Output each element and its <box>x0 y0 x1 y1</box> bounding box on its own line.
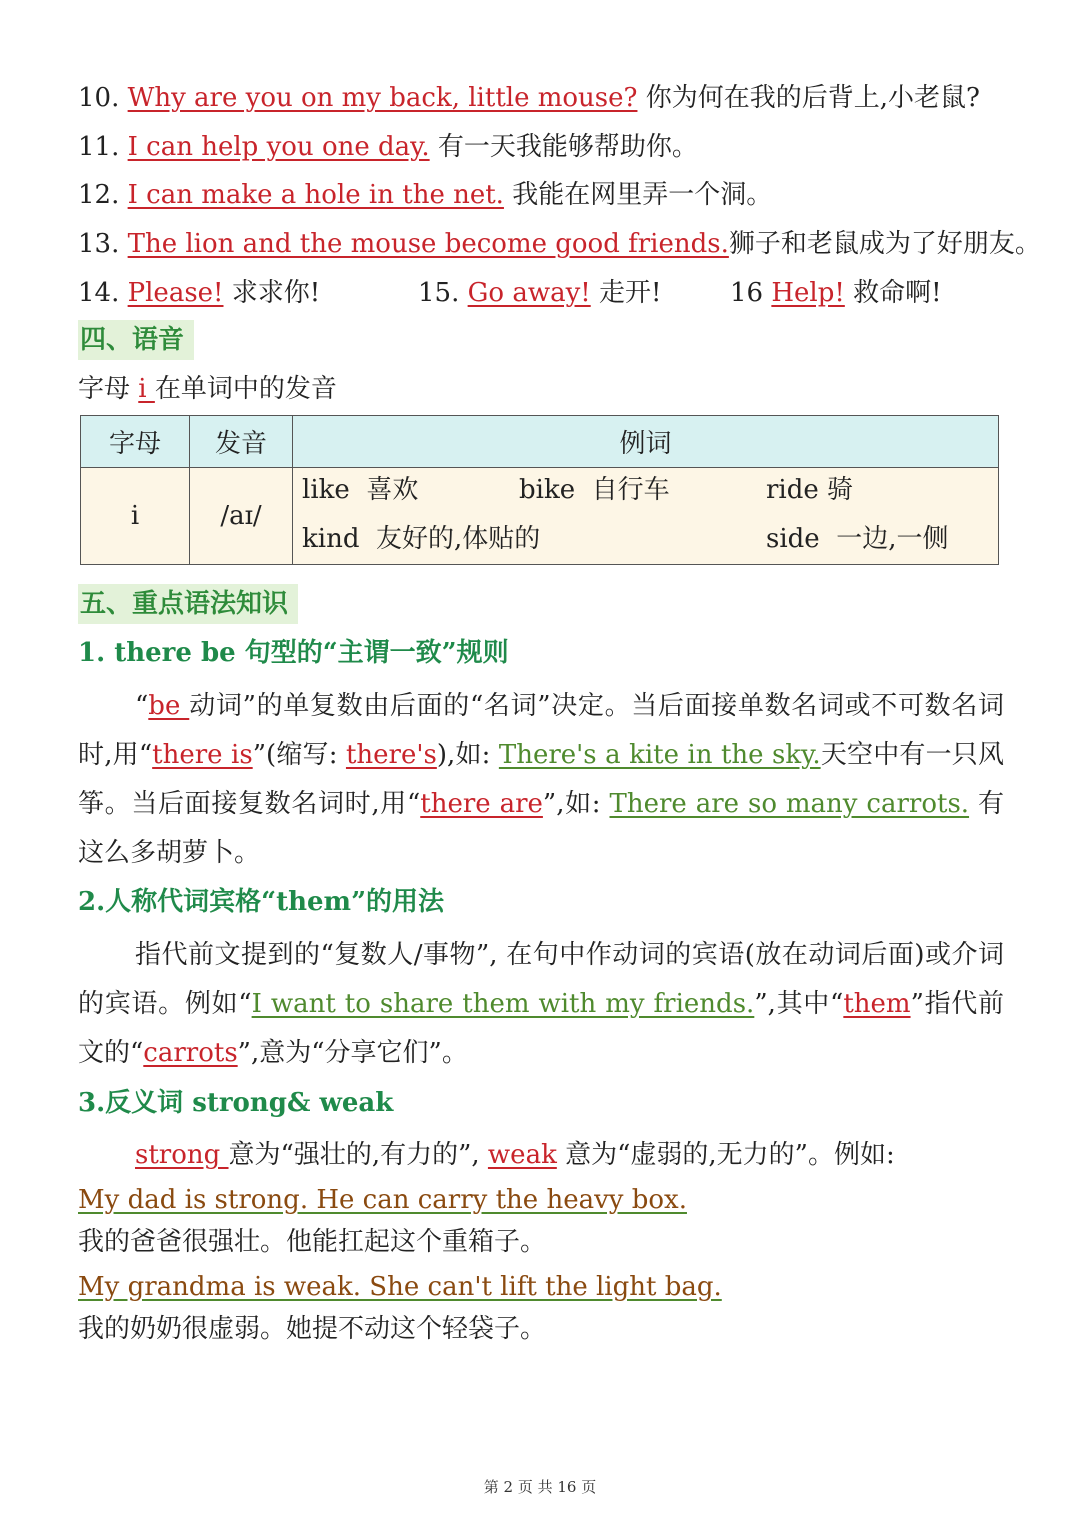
example-word: side 一边,一侧 <box>766 524 949 554</box>
sentence-12: 12. I can make a hole in the net. 我能在网里弄一个洞。 <box>78 180 773 210</box>
sentence-10: 10. Why are you on my back, little mouse? 你为何在我的后背上,小老鼠? <box>78 83 980 113</box>
grammar-point-3-title: 3.反义词 strong& weak <box>78 1088 394 1118</box>
sentence-en: I can help you one day. <box>127 132 430 162</box>
grammar-point-3-text: strong 意为“强壮的,有力的”, weak 意为“虚弱的,无力的”。例如: <box>135 1140 895 1170</box>
cell-letter: i <box>81 468 190 565</box>
phonics-intro: 字母 i 在单词中的发音 <box>78 374 337 404</box>
sentence-zh: 你为何在我的后背上,小老鼠? <box>637 83 980 113</box>
header-examples: 例词 <box>293 416 999 468</box>
header-phonetic: 发音 <box>190 416 293 468</box>
sentence-en: I can make a hole in the net. <box>127 180 504 210</box>
sentence-zh: 我能在网里弄一个洞。 <box>503 180 773 210</box>
sentence-14: 14. Please! 求求你! <box>78 278 321 308</box>
section-heading-phonics: 四、语音 <box>78 320 194 360</box>
table-header-row <box>81 416 999 468</box>
sentence-11: 11. I can help you one day. 有一天我能够帮助你。 <box>78 132 698 162</box>
page-footer: 第 2 页 共 16 页 <box>483 1478 597 1496</box>
grammar-point-1-text: “be 动词”的单复数由后面的“名词”决定。当后面接单数名词或不可数名词时,用“there is”(缩写: there's),如: There's a kite in the sky.天空中有一只风筝。当后面接复数名词时,用“there are”,如: There are so many carrots. 有这么多胡萝卜。 <box>78 691 1005 868</box>
section-heading-grammar: 五、重点语法知识 <box>78 584 298 624</box>
grammar-point-2-title: 2.人称代词宾格“them”的用法 <box>78 887 445 917</box>
sentence-13: 13. The lion and the mouse become good friends.狮子和老鼠成为了好朋友。 <box>78 229 1041 259</box>
example-word: like 喜欢 <box>302 475 419 505</box>
example-sentence-en: My dad is strong. He can carry the heavy box. <box>78 1185 687 1215</box>
sentence-zh: 有一天我能够帮助你。 <box>429 132 698 162</box>
example-word: ride 骑 <box>766 475 854 505</box>
header-letter: 字母 <box>81 416 190 468</box>
example-word: kind 友好的,体贴的 <box>302 524 541 554</box>
sentence-en: The lion and the mouse become good friends. <box>127 229 729 259</box>
example-sentence-en: My grandma is weak. She can't lift the light bag. <box>78 1272 722 1302</box>
grammar-point-1-title: 1. there be 句型的“主谓一致”规则 <box>78 638 509 668</box>
example-sentence-zh: 我的奶奶很虚弱。她提不动这个轻袋子。 <box>78 1314 547 1344</box>
grammar-point-2-text: 指代前文提到的“复数人/事物”, 在句中作动词的宾语(放在动词后面)或介词的宾语。例如“I want to share them with my friends.”,其中“them”指代前文的“carrots”,意为“分享它们”。 <box>78 940 1005 1068</box>
sentence-en: Why are you on my back, little mouse? <box>127 83 638 113</box>
cell-phonetic: /aɪ/ <box>190 468 293 565</box>
example-word: bike 自行车 <box>519 475 670 505</box>
sentence-zh: 狮子和老鼠成为了好朋友。 <box>728 229 1041 259</box>
sentence-16: 16 Help! 救命啊! <box>730 278 942 308</box>
sentence-15: 15. Go away! 走开! <box>418 278 662 308</box>
example-sentence-zh: 我的爸爸很强壮。他能扛起这个重箱子。 <box>78 1227 547 1257</box>
